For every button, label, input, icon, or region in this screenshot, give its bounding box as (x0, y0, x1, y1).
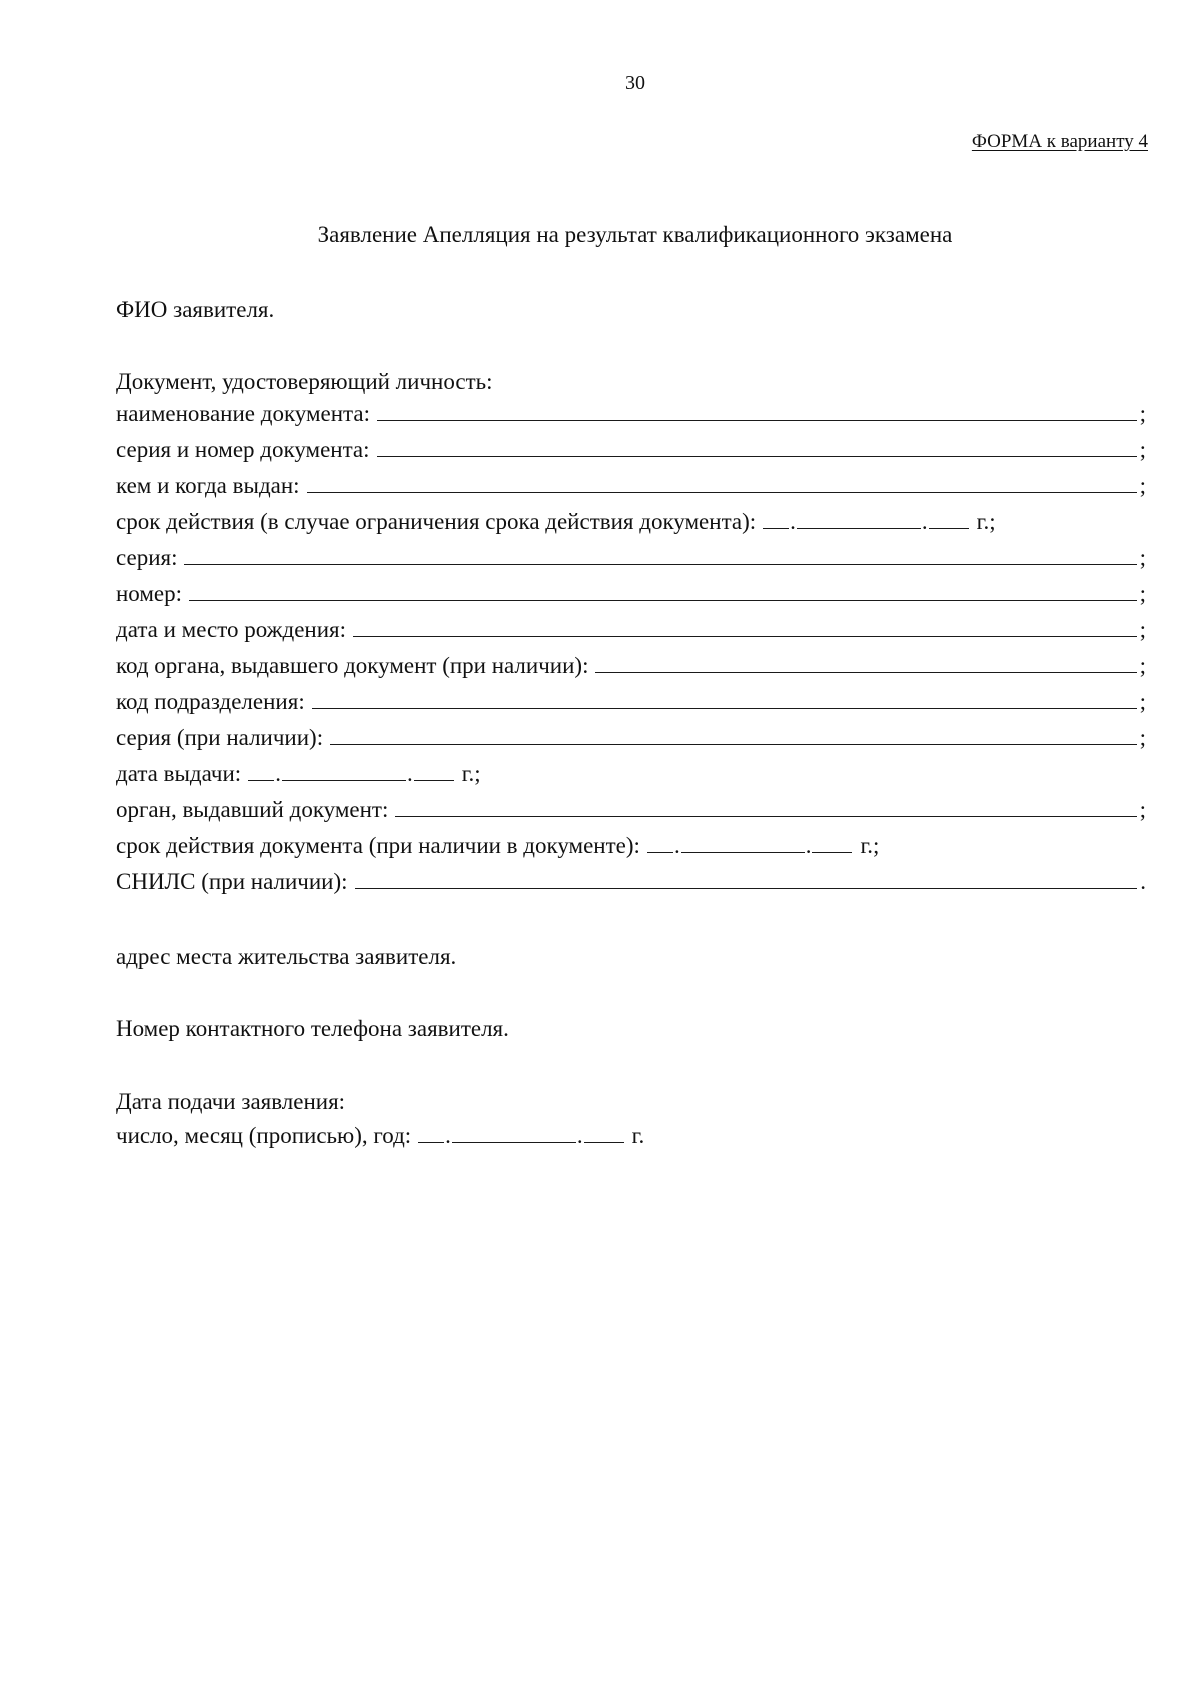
issue-year-field[interactable] (414, 780, 454, 781)
series-optional-field[interactable] (330, 744, 1137, 745)
submission-heading: Дата подачи заявления: (116, 1089, 346, 1114)
issue-month-field[interactable] (282, 780, 406, 781)
validity-month-field[interactable] (797, 528, 921, 529)
series-field[interactable] (184, 564, 1136, 565)
doc-name-row: наименование документа: ; (116, 401, 1146, 426)
number-field[interactable] (189, 600, 1137, 601)
issuing-authority-field[interactable] (395, 816, 1136, 817)
series-number-row: серия и номер документа: ; (116, 437, 1146, 462)
series-optional-row: серия (при наличии): ; (116, 725, 1146, 750)
submission-day-field[interactable] (418, 1142, 444, 1143)
issuer-code-field[interactable] (595, 672, 1136, 673)
birth-field[interactable] (353, 636, 1137, 637)
page-number: 30 (625, 72, 645, 94)
snils-field[interactable] (355, 888, 1138, 889)
issue-date-label: дата выдачи: (116, 761, 242, 786)
snils-row: СНИЛС (при наличии): . (116, 869, 1146, 894)
series-number-label: серия и номер документа: (116, 437, 370, 462)
doc-validity-month-field[interactable] (681, 852, 805, 853)
validity-label: срок действия (в случае ограничения срока действия документа): (116, 509, 757, 534)
series-row: серия: ; (116, 545, 1146, 570)
issue-date-row: дата выдачи: . . г.; (116, 761, 481, 786)
validity-row: срок действия (в случае ограничения срока действия документа): . . г.; (116, 509, 996, 534)
doc-validity-label: срок действия документа (при наличии в документе): (116, 833, 640, 858)
series-number-field[interactable] (377, 456, 1137, 457)
submission-month-field[interactable] (452, 1142, 576, 1143)
issuing-authority-row: орган, выдавший документ: ; (116, 797, 1146, 822)
doc-validity-day-field[interactable] (647, 852, 673, 853)
validity-day-field[interactable] (763, 528, 789, 529)
issuer-code-row: код органа, выдавшего документ (при наличии): ; (116, 653, 1146, 678)
subdivision-code-label: код подразделения: (116, 689, 305, 714)
birth-label: дата и место рождения: (116, 617, 347, 642)
issued-by-label: кем и когда выдан: (116, 473, 300, 498)
validity-year-field[interactable] (929, 528, 969, 529)
snils-label: СНИЛС (при наличии): (116, 869, 348, 894)
submission-year-field[interactable] (584, 1142, 624, 1143)
number-label: номер: (116, 581, 183, 606)
submission-date-label: число, месяц (прописью), год: (116, 1123, 412, 1148)
phone-line: Номер контактного телефона заявителя. (116, 1016, 509, 1041)
form-reference: ФОРМА к варианту 4 (971, 131, 1148, 152)
issue-day-field[interactable] (248, 780, 274, 781)
issuer-code-label: код органа, выдавшего документ (при наличии): (116, 653, 589, 678)
id-document-heading: Документ, удостоверяющий личность: (116, 369, 493, 394)
number-row: номер: ; (116, 581, 1146, 606)
document-title: Заявление Апелляция на результат квалификационного экзамена (317, 222, 953, 247)
address-line: адрес места жительства заявителя. (116, 944, 457, 969)
series-optional-label: серия (при наличии): (116, 725, 324, 750)
birth-row: дата и место рождения: ; (116, 617, 1146, 642)
doc-validity-row: срок действия документа (при наличии в документе): . . г.; (116, 833, 880, 858)
doc-validity-year-field[interactable] (812, 852, 852, 853)
doc-name-label: наименование документа: (116, 401, 370, 426)
submission-date-row: число, месяц (прописью), год: . . г. (116, 1123, 645, 1148)
issuing-authority-label: орган, выдавший документ: (116, 797, 389, 822)
doc-name-field[interactable] (377, 420, 1137, 421)
subdivision-code-field[interactable] (312, 708, 1137, 709)
issued-by-row: кем и когда выдан: ; (116, 473, 1146, 498)
issued-by-field[interactable] (307, 492, 1137, 493)
subdivision-code-row: код подразделения: ; (116, 689, 1146, 714)
series-label: серия: (116, 545, 178, 570)
applicant-name-line: ФИО заявителя. (116, 297, 275, 322)
